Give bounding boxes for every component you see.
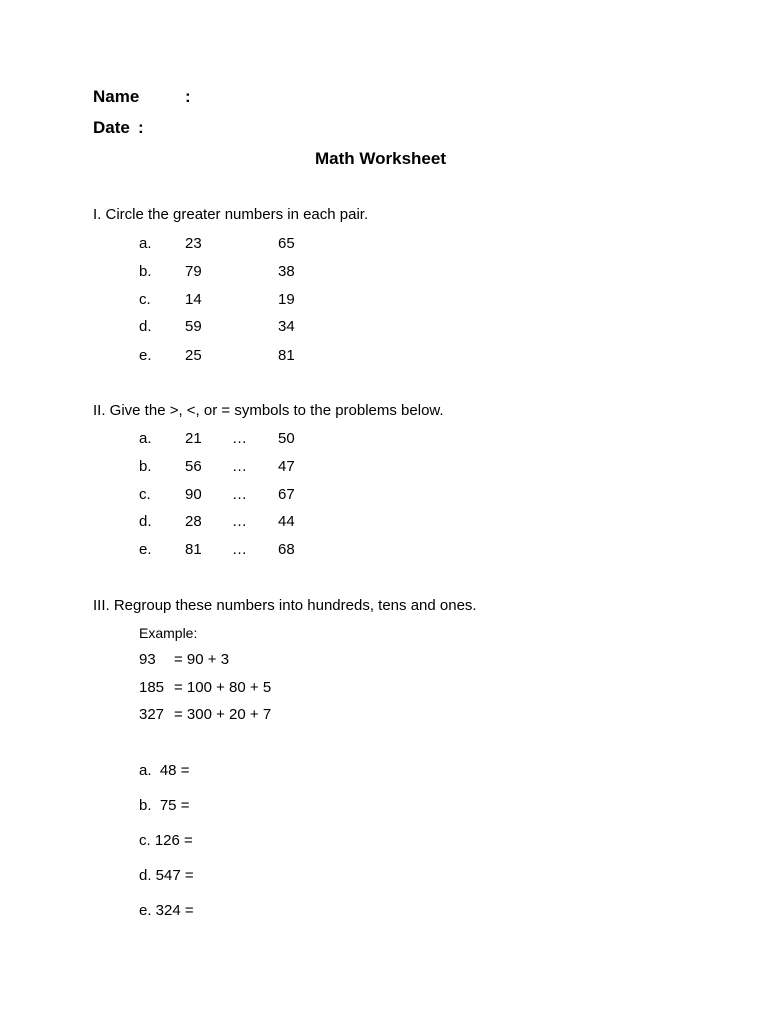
item-left-number: 90	[185, 486, 202, 503]
item-right-number: 34	[278, 318, 295, 335]
item-letter: d.	[139, 513, 152, 530]
item-left-number: 14	[185, 291, 202, 308]
item-left-number: 21	[185, 430, 202, 447]
problem-item: c. 126 =	[139, 832, 193, 849]
problem-item: b. 75 =	[139, 797, 190, 814]
item-letter: b.	[139, 458, 152, 475]
item-right-number: 67	[278, 486, 295, 503]
item-left-number: 79	[185, 263, 202, 280]
problem-item: a. 48 =	[139, 762, 190, 779]
section1-heading: I. Circle the greater numbers in each pair.	[93, 206, 369, 223]
item-symbol-blank: …	[232, 430, 247, 447]
item-right-number: 50	[278, 430, 295, 447]
item-right-number: 47	[278, 458, 295, 475]
item-left-number: 28	[185, 513, 202, 530]
item-left-number: 56	[185, 458, 202, 475]
item-letter: a.	[139, 430, 152, 447]
example-number: 93	[139, 651, 156, 668]
item-right-number: 65	[278, 235, 295, 252]
item-letter: e.	[139, 541, 152, 558]
item-right-number: 81	[278, 347, 295, 364]
name-colon: :	[185, 87, 191, 106]
item-symbol-blank: …	[232, 541, 247, 558]
item-right-number: 19	[278, 291, 295, 308]
item-left-number: 59	[185, 318, 202, 335]
section3-heading: III. Regroup these numbers into hundreds, tens and ones.	[93, 597, 477, 614]
item-right-number: 38	[278, 263, 295, 280]
example-label: Example:	[139, 625, 198, 641]
example-number: 327	[139, 706, 165, 723]
item-letter: e.	[139, 347, 152, 364]
item-symbol-blank: …	[232, 486, 247, 503]
item-symbol-blank: …	[232, 458, 247, 475]
problem-item: e. 324 =	[139, 902, 194, 919]
name-label: Name	[93, 87, 140, 106]
item-letter: a.	[139, 235, 152, 252]
example-expansion: = 90 + 3	[174, 651, 230, 668]
page-title: Math Worksheet	[315, 149, 446, 168]
item-letter: c.	[139, 486, 151, 503]
item-symbol-blank: …	[232, 513, 247, 530]
section2-heading: II. Give the >, <, or = symbols to the problems below.	[93, 402, 444, 419]
item-letter: b.	[139, 263, 152, 280]
item-letter: c.	[139, 291, 151, 308]
date-label: Date	[93, 118, 130, 137]
problem-item: d. 547 =	[139, 867, 194, 884]
item-left-number: 23	[185, 235, 202, 252]
example-expansion: = 300 + 20 + 7	[174, 706, 272, 723]
item-left-number: 25	[185, 347, 202, 364]
item-letter: d.	[139, 318, 152, 335]
item-right-number: 44	[278, 513, 295, 530]
item-right-number: 68	[278, 541, 295, 558]
item-left-number: 81	[185, 541, 202, 558]
example-expansion: = 100 + 80 + 5	[174, 679, 272, 696]
example-number: 185	[139, 679, 165, 696]
date-colon: :	[138, 118, 144, 137]
